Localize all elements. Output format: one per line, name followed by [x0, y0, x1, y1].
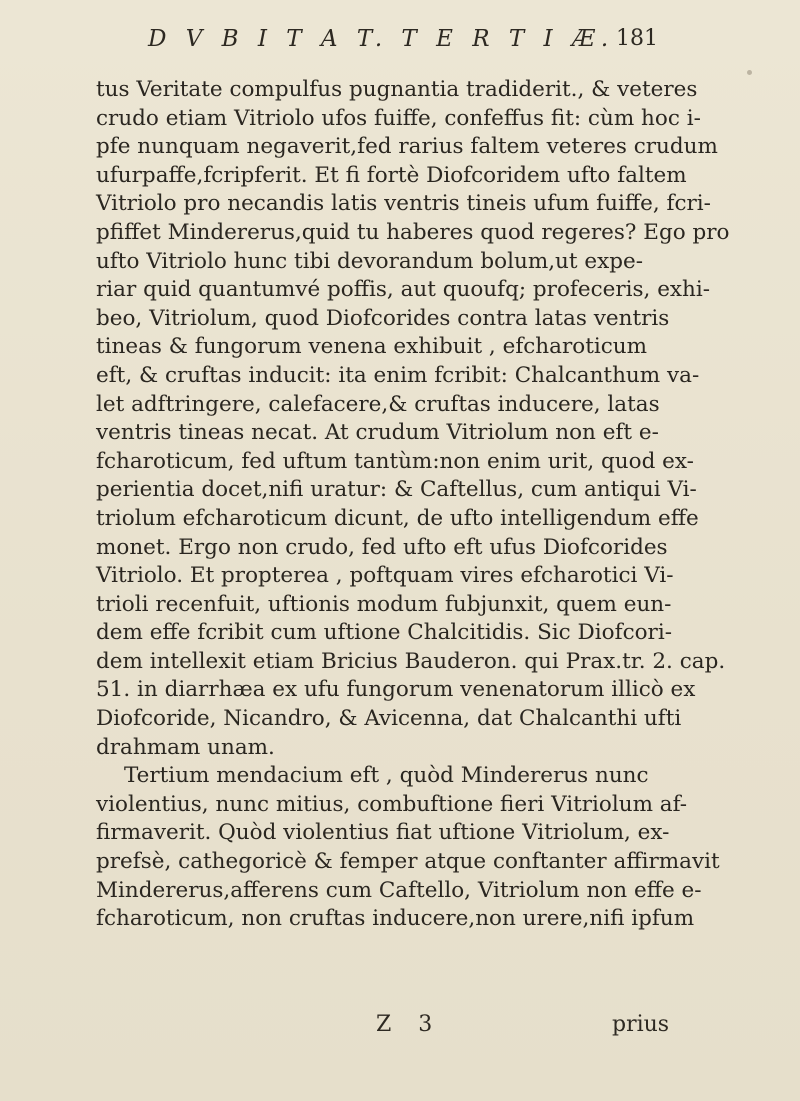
signature-mark: Z 3: [376, 1012, 443, 1037]
text-line: firmaverit. Quòd violentius fiat uftione Vitriolum, ex-: [96, 820, 670, 846]
text-line: beo, Vitriolum, quod Diofcorides contra latas ventris: [96, 305, 670, 331]
text-line: fcharoticum, fed uftum tantùm:non enim urit, quod ex-: [96, 448, 694, 474]
text-line: Vitriolo. Et propterea , poftquam vires efcharotici Vi-: [96, 563, 674, 589]
body-text: [96, 76, 730, 934]
page-footer: [0, 1012, 800, 1048]
text-line: eft, & cruftas inducit: ita enim fcribit: Chalcanthum va-: [96, 362, 700, 388]
text-line: pfiffet Mindererus,quid tu haberes quod regeres? Ego pro: [96, 219, 730, 245]
catchword: prius: [612, 1012, 670, 1037]
text-line: dem effe fcribit cum uftione Chalcitidis. Sic Diofcori-: [96, 620, 672, 646]
text-line: violentius, nunc mitius, combuftione fieri Vitriolum af-: [96, 791, 688, 817]
text-line: monet. Ergo non crudo, fed ufto eft ufus Diofcorides: [96, 534, 668, 560]
running-head: D V B I T A T. T E R T I Æ.: [148, 26, 615, 52]
text-line: Diofcoride, Nicandro, & Avicenna, dat Chalcanthi ufti: [96, 706, 682, 732]
text-line: fcharoticum, non cruftas inducere,non urere,nifi ipfum: [96, 906, 695, 932]
text-line: Mindererus,afferens cum Caftello, Vitriolum non effe e-: [96, 877, 702, 903]
text-line: drahmam unam.: [96, 734, 275, 760]
page-number: 181: [616, 26, 658, 51]
paper-spot: [747, 70, 752, 75]
text-line: pfe nunquam negaverit,fed rarius faltem veteres crudum: [96, 134, 718, 160]
text-line: dem intellexit etiam Bricius Bauderon. qui Prax.tr. 2. cap.: [96, 648, 726, 674]
text-line: crudo etiam Vitriolo ufos fuiffe, confeffus fit: cùm hoc i-: [96, 105, 701, 131]
text-line: Tertium mendacium eft , quòd Mindererus nunc: [124, 763, 649, 789]
text-line: tineas & fungorum venena exhibuit , efcharoticum: [96, 334, 647, 360]
text-line: ufurpaffe,fcripferit. Et fi fortè Diofcoridem ufto faltem: [96, 162, 687, 188]
page-header: [0, 20, 800, 60]
text-line: riar quid quantumvé poffis, aut quoufq; profeceris, exhi-: [96, 277, 711, 303]
text-line: Vitriolo pro necandis latis ventris tineis ufum fuiffe, fcri-: [96, 191, 711, 217]
text-line: 51. in diarrhæa ex ufu fungorum venenatorum illicò ex: [96, 677, 696, 703]
text-line: ventris tineas necat. At crudum Vitriolum non eft e-: [96, 420, 659, 446]
text-line: prefsè, cathegoricè & femper atque conftanter affirmavit: [96, 849, 720, 875]
text-line: triolum efcharoticum dicunt, de ufto intelligendum effe: [96, 505, 699, 531]
text-line: trioli recenfuit, uftionis modum fubjunxit, quem eun-: [96, 591, 672, 617]
text-line: ufto Vitriolo hunc tibi devorandum bolum,ut expe-: [96, 248, 643, 274]
text-line: let adftringere, calefacere,& cruftas inducere, latas: [96, 391, 660, 417]
text-line: tus Veritate compulfus pugnantia tradiderit., & veteres: [96, 77, 698, 102]
text-line: perientia docet,nifi uratur: & Caftellus, cum antiqui Vi-: [96, 477, 697, 503]
